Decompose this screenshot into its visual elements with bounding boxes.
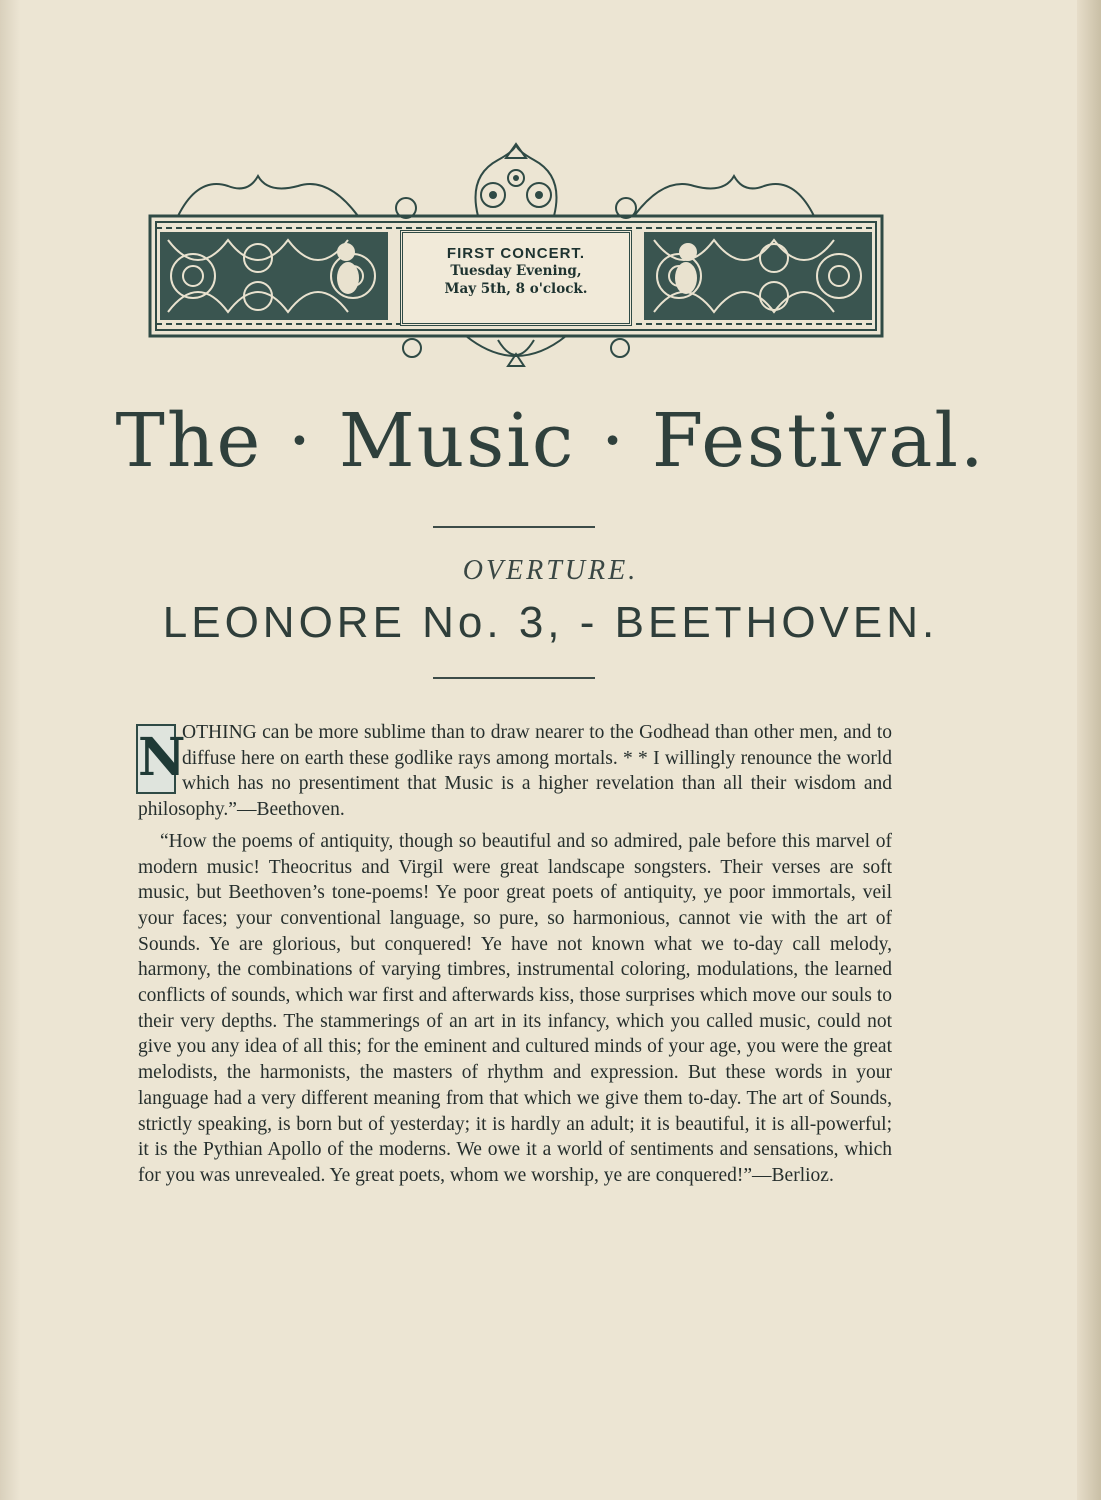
page-title: The · Music · Festival. [115,398,986,484]
concert-cartouche [400,230,632,326]
drop-cap: N [136,724,176,794]
concert-day: Tuesday Evening, [450,263,582,279]
work-title: LEONORE No. 3, - BEETHOVEN. [162,598,939,647]
concert-date-time: May 5th, 8 o'clock. [444,281,588,297]
divider-bottom [433,677,595,679]
divider-top [433,526,595,528]
page-edge [1077,0,1101,1500]
quote-berlioz: “How the poems of antiquity, though so beautiful and so admired, pale before this marvel of modern music! Theocritus and Virgil were great landscape songsters. Their verses are soft music, but Beethoven’s tone-poems! Ye poor great poets of antiquity, ye poor immortals, veil your faces; your conventional language, so pure, so harmonious, cannot vie with the art of Sounds. Ye are glorious, but conquered! Ye have not known what we to-day call melody, harmony, the combinations of varying timbres, instrumental coloring, modulations, the learned conflicts of sounds, which war first and afterwards kiss, those surprises which move our souls to their very depths. The stammerings of an art in its infancy, which you called music, could not give you any idea of all this; for the eminent and cultured minds of your age, you were the great melodists, the harmonists, the masters of rhythm and expression. But these words in your language had a very different meaning from that which we give them to-day. The art of Sounds, strictly speaking, is born but of yesterday; it is hardly an adult; it is beautiful, it is all-powerful; it is the Pythian Apollo of the moderns. We owe it a world of sentiments and sensations, which for you was unrevealed. Ye great poets, whom we worship, ye are conquered!”—Berlioz. [138,830,892,1186]
binding-shadow [0,0,20,1500]
concert-number: FIRST CONCERT. [446,245,586,262]
quote-beethoven-text: OTHING can be more sublime than to draw nearer to the Godhead than other men, and to diffuse here on earth these godlike rays among mortals. * * I willingly renounce the world which has no presentiment that Music is a higher revelation than all their wisdom and philosophy.”—Beethoven. [138,722,892,821]
quote-beethoven [138,720,892,823]
ornamental-banner [148,140,884,380]
program-notes [138,720,892,1208]
section-subtitle: OVERTURE. [462,555,639,586]
